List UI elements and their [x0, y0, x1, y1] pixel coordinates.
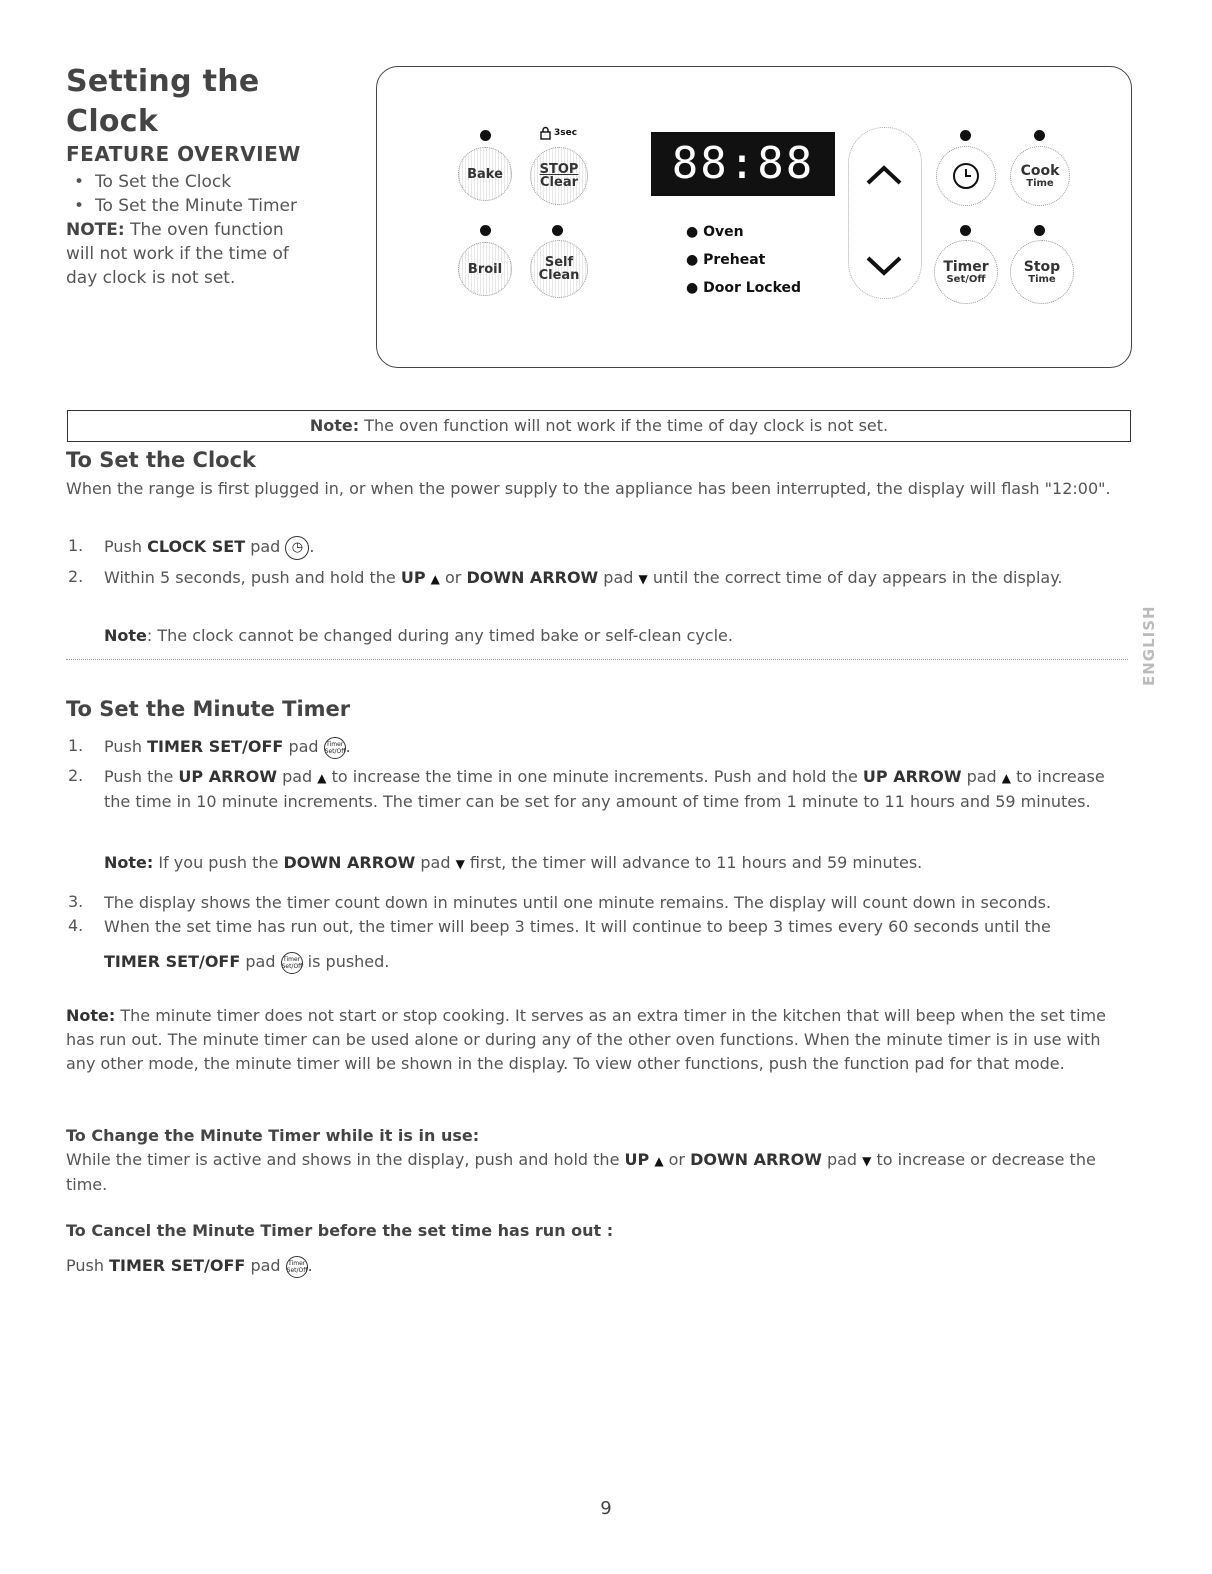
set-clock-intro: When the range is first plugged in, or when the power supply to the appliance has been interrupted, the display will flash "12:00".: [66, 479, 1111, 498]
clock-icon: ◷: [285, 536, 309, 560]
status-indicators: [686, 218, 801, 302]
indicator-dot: [960, 225, 971, 236]
up-arrow-icon: ▲: [317, 770, 327, 785]
indicator-dot: [1034, 130, 1045, 141]
clock-icon: [952, 162, 980, 190]
oven-indicator: ● Oven: [686, 224, 744, 240]
up-arrow-icon: ▲: [1001, 770, 1012, 785]
indicator-dot: [480, 225, 491, 236]
indicator-dot: [1034, 225, 1045, 236]
up-arrow-icon: ▲: [430, 571, 440, 586]
change-timer-text: While the timer is active and shows in the display, push and hold the UP ▲ or DOWN ARROW pad ▼ to increase or decrease the time.: [66, 1150, 1096, 1194]
timer-icon: Timer Set/Off: [281, 952, 303, 974]
door-locked-indicator: ● Door Locked: [686, 280, 802, 296]
note-box: Note: The oven function will not work if the time of day clock is not set.: [67, 410, 1131, 442]
timer-set-off-pad: Timer Set/Off: [934, 240, 998, 304]
minute-timer-general-note: Note: The minute timer does not start or stop cooking. It serves as an extra timer in the kitchen that will beep when the set time has run out. The minute timer can be used alone or during any of the other oven functions. When the minute timer is in use with any other mode, the minute timer will be shown in the display. To view other functions, push the function pad for that mode.: [66, 1006, 1106, 1073]
set-clock-step-1: Push CLOCK SET pad ◷ .: [104, 535, 315, 560]
minute-timer-heading: To Set the Minute Timer: [66, 697, 351, 721]
preheat-indicator: ● Preheat: [686, 252, 766, 268]
side-tab: ENGLISH: [1140, 605, 1158, 686]
feature-overview-list: [74, 170, 297, 218]
bake-pad: Bake: [458, 147, 512, 201]
minute-timer-step-4: When the set time has run out, the timer will beep 3 times. It will continue to beep 3 times every 60 seconds until the: [104, 917, 1051, 936]
indicator-dot: [480, 130, 491, 141]
minute-timer-note: Note: If you push the DOWN ARROW pad ▼ first, the timer will advance to 11 hours and 59 minutes.: [104, 851, 1104, 876]
feature-overview-heading: FEATURE OVERVIEW: [66, 142, 301, 166]
change-timer-heading: To Change the Minute Timer while it is in use:: [66, 1126, 480, 1145]
up-arrow-icon: [864, 163, 904, 187]
broil-pad: Broil: [458, 242, 512, 296]
minute-timer-step-1: Push TIMER SET/OFF pad Timer Set/Off.: [104, 735, 351, 759]
minute-timer-step-2: Push the UP ARROW pad ▲ to increase the time in one minute increments. Push and hold the UP ARROW pad ▲ to increase the time in 10 minute increments. The timer can be set for any amount of time from 1 minute to 11 hours and 59 minutes.: [104, 767, 1105, 811]
down-arrow-icon: ▼: [862, 1153, 872, 1168]
down-arrow-icon: [864, 254, 904, 278]
divider: [66, 659, 1128, 660]
self-clean-pad: Self Clean: [530, 240, 588, 298]
set-clock-note: Note: The clock cannot be changed during any timed bake or self-clean cycle.: [104, 626, 733, 645]
down-arrow-icon: ▼: [638, 571, 648, 586]
up-arrow-icon: ▲: [654, 1153, 664, 1168]
set-clock-heading: To Set the Clock: [66, 448, 256, 472]
lock-icon: [540, 126, 551, 140]
cancel-timer-text: Push TIMER SET/OFF pad Timer Set/Off.: [66, 1254, 313, 1278]
lock-indicator: 3sec: [540, 126, 577, 140]
page-number: 9: [600, 1498, 612, 1519]
indicator-dot: [552, 225, 563, 236]
timer-icon: Timer Set/Off: [324, 737, 346, 759]
indicator-dot: [960, 130, 971, 141]
minute-timer-step-3: The display shows the timer count down in minutes until one minute remains. The display will count down in seconds.: [104, 893, 1052, 912]
page-title: Setting the Clock: [66, 64, 260, 139]
feature-overview-note: NOTE: The oven function will not work if the time of day clock is not set.: [66, 220, 289, 288]
digital-display: 88:88: [651, 132, 835, 196]
down-arrow-icon: ▼: [455, 856, 465, 871]
cancel-timer-heading: To Cancel the Minute Timer before the set time has run out :: [66, 1221, 614, 1240]
stop-time-pad: Stop Time: [1010, 240, 1074, 304]
stop-clear-pad: STOP Clear: [530, 147, 588, 205]
list-item: • To Set the Minute Timer: [74, 194, 297, 218]
timer-icon: Timer Set/Off: [286, 1256, 308, 1278]
list-item: • To Set the Clock: [74, 170, 297, 194]
clock-set-pad: [936, 146, 996, 206]
cook-time-pad: Cook Time: [1010, 146, 1070, 206]
minute-timer-step-4-cont: TIMER SET/OFF pad Timer Set/Off is pushed.: [104, 950, 389, 974]
set-clock-step-2: Within 5 seconds, push and hold the UP ▲ or DOWN ARROW pad ▼ until the correct time of day appears in the display.: [104, 566, 1094, 591]
control-panel-illustration: [376, 66, 1132, 368]
